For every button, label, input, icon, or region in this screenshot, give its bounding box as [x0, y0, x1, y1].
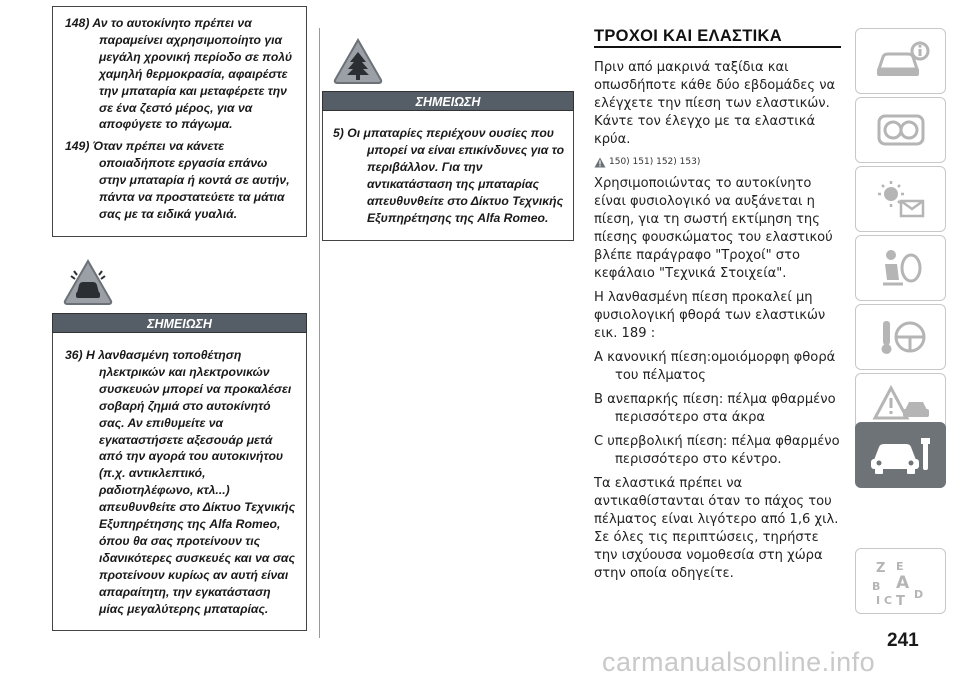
note-item-5: 5) Οι μπαταρίες περιέχουν ουσίες που μπορεί να είναι επικίνδυνες για το περιβάλλον. Για την αντικατάσταση της μπαταρίας απευθυνθείτε στο Δίκτυο Τεχνικής Εξυπηρέτησης της Alfa Romeo. — [333, 126, 565, 225]
tree-environment-icon — [333, 38, 383, 84]
left-note-title: ΣΗΜΕΙΩΣΗ — [52, 313, 307, 333]
warning-item-149: 149) Όταν πρέπει να κάνετε οποιαδήποτε εργασία επάνω στην μπαταρία ή κοντά σε αυτήν, πάντα να προστατεύετε τα μάτια σας με τα ειδικά γυαλιά. — [65, 139, 290, 221]
sidebar-tab-car-info[interactable] — [855, 28, 946, 94]
page-number: 241 — [887, 630, 919, 651]
svg-text:D: D — [913, 588, 923, 601]
svg-text:E: E — [895, 560, 904, 573]
paragraph-1: Πριν από μακρινά ταξίδια και οπωσδήποτε κάθε δύο εβδομάδες να ελέγχετε την πίεση των ελαστικών. Κάντε τον έλεγχο με τα ελαστικά κρύα. — [594, 60, 836, 147]
safety-airbag-icon — [871, 246, 931, 290]
paragraph-2: Χρησιμοποιώντας το αυτοκίνητο είναι φυσιολογικό να αυξάνεται η πίεση, για τη σωστή εκτίμηση της πίεσης φουσκώματος του ελαστικού βλέπε παράγραφο "Τροχοί" στο κεφάλαιο "Τεχνικά Στοιχεία". — [594, 176, 833, 281]
heading-underline — [594, 46, 841, 48]
sidebar-tab-maintenance[interactable] — [855, 422, 946, 488]
list-item-c: C υπερβολική πίεση: πέλμα φθαρμένο περισσότερο στο κέντρο. — [594, 434, 840, 467]
sidebar-tab-alphabetical-index[interactable] — [855, 548, 946, 614]
list-item-a: A κανονική πίεση:ομοιόμορφη φθορά του πέλματος — [594, 350, 836, 383]
svg-text:Z: Z — [875, 561, 885, 576]
car-warning-icon — [63, 259, 113, 305]
starting-driving-icon — [871, 315, 931, 359]
right-body — [594, 59, 844, 589]
sidebar-tab-starting-driving[interactable] — [855, 304, 946, 370]
svg-text:I: I — [875, 594, 880, 606]
warning-refs-row — [594, 153, 844, 171]
car-maintenance-icon — [866, 432, 936, 478]
left-note-icon — [63, 259, 113, 305]
warning-item-148: 148) Αν το αυτοκίνητο πρέπει να παραμείνει αχρησιμοποίητο για μεγάλη χρονική περίοδο σε πολύ χαμηλή θερμοκρασία, αφαιρέστε την μπαταρία και μεταφέρετε την σε ένα ζεστό μέρος, για να αποφύγετε το πάγωμα. — [65, 16, 293, 132]
dashboard-icon — [871, 108, 931, 152]
watermark: carmanualsonline.info — [602, 647, 876, 677]
middle-note-icon — [333, 38, 383, 84]
left-note-body — [52, 333, 307, 631]
svg-text:T: T — [895, 594, 905, 606]
note-item-36: 36) Η λανθασμένη τοποθέτηση ηλεκτρικών και ηλεκτρονικών συσκευών μπορεί να προκαλέσει σοβαρή ζημιά στο αυτοκίνητό σας. Αν επιθυμείτε να εγκαταστήσετε αξεσουάρ μετά από την αγορά του αυτοκινήτου (π.χ. αντικλεπτικό, ραδιοτηλέφωνο, κτλ...) απευθυνθείτε στο Δίκτυο Τεχνικής Εξυπηρέτησης της Alfa Romeo, όπου θα σας προτείνουν τις ιδανικότερες συσκευές και να σας προτείνουν κυρίως αν αυτή είναι απαραίτητη, την εγκατάσταση μίας μεγαλύτερης μπαταρίας. — [65, 348, 296, 616]
svg-text:C: C — [883, 594, 892, 606]
column-divider — [319, 28, 320, 638]
lights-messages-icon — [871, 177, 931, 221]
list-item-b: B ανεπαρκής πίεση: πέλμα φθαρμένο περισσότερο στα άκρα — [594, 392, 836, 425]
section-heading: ΤΡΟΧΟΙ ΚΑΙ ΕΛΑΣΤΙΚΑ — [594, 27, 782, 45]
svg-text:B: B — [871, 580, 880, 593]
warning-triangle-icon — [594, 157, 606, 168]
sidebar-tab-lights-messages[interactable] — [855, 166, 946, 232]
car-info-icon — [871, 39, 931, 83]
svg-text:A: A — [895, 573, 909, 593]
alphabet-index-icon — [866, 556, 936, 606]
sidebar-tab-dashboard[interactable] — [855, 97, 946, 163]
warning-references: 150) 151) 152) 153) — [609, 157, 701, 167]
paragraph-4: Τα ελαστικά πρέπει να αντικαθίστανται όταν το πάχος του πέλματος είναι λιγότερο από 1,6 χιλ. Σε όλες τις περιπτώσεις, τηρήστε την ισχύουσα νομοθεσία στη χώρα στην οποία οδηγείτε. — [594, 476, 839, 581]
battery-warnings-box — [52, 6, 307, 237]
middle-note-title: ΣΗΜΕΙΩΣΗ — [322, 91, 574, 111]
middle-note-body — [322, 111, 574, 241]
paragraph-3: Η λανθασμένη πίεση προκαλεί μη φυσιολογική φθορά των ελαστικών εικ. 189 : — [594, 290, 826, 341]
sidebar-tab-safety[interactable] — [855, 235, 946, 301]
